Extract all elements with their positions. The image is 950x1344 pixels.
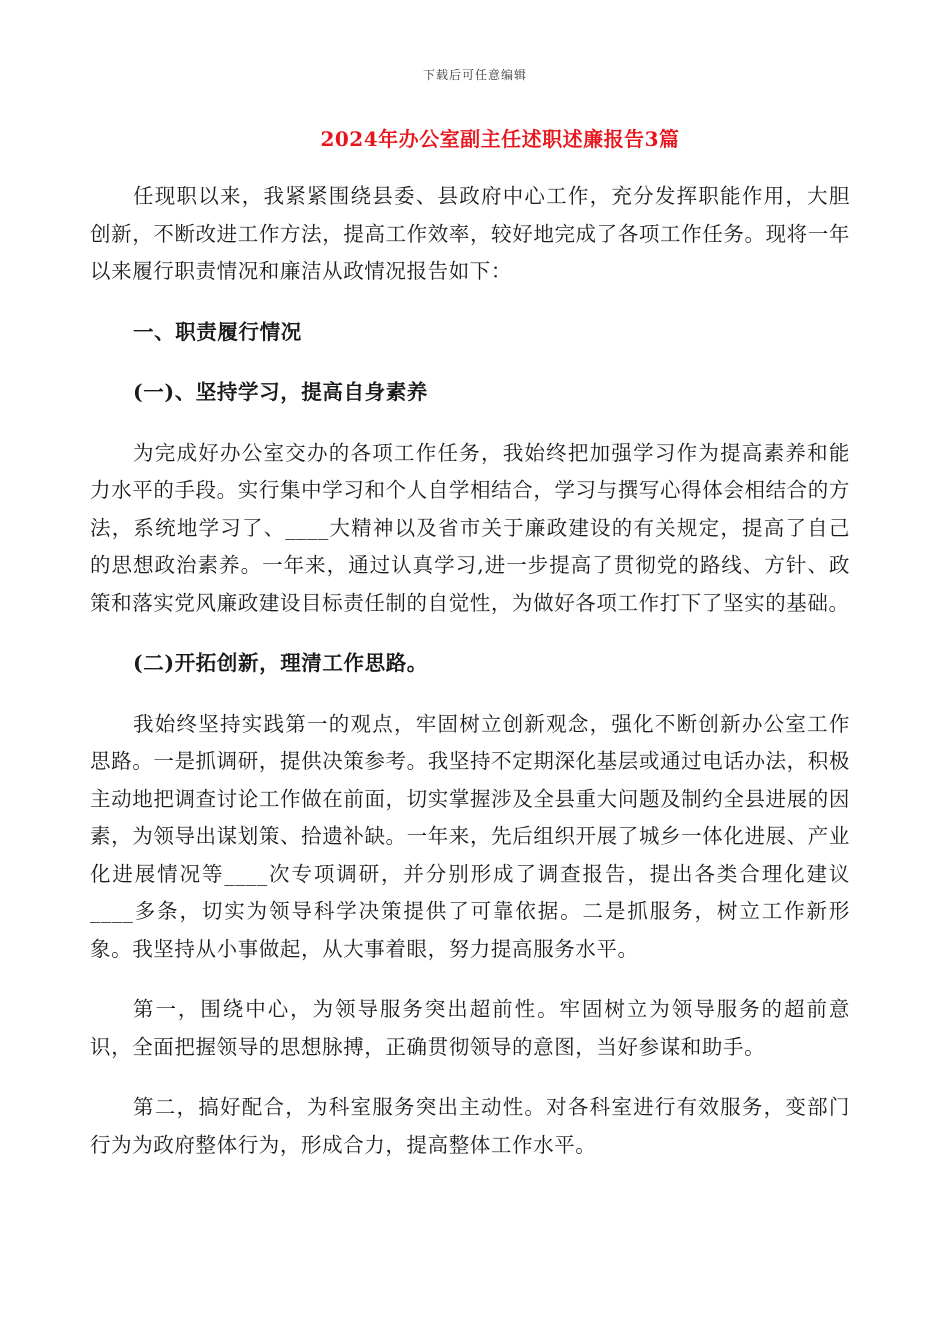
document-title: 2024年办公室副主任述职述廉报告3篇 [320,127,680,151]
first-point-paragraph: 第一，围绕中心，为领导服务突出超前性。牢固树立为领导服务的超前意识，全面把握领导的思想脉搏，正确贯彻领导的意图，当好参谋和助手。 [90,997,850,1059]
second-point-paragraph: 第二，搞好配合，为科室服务突出主动性。对各科室进行有效服务，变部门行为为政府整体行为，形成合力，提高整体工作水平。 [90,1095,850,1157]
header-note: 下载后可任意编辑 [422,68,527,82]
section-heading-duties: 一、职责履行情况 [133,319,302,344]
subsection-heading-innovation: (二)开拓创新，理清工作思路。 [133,651,428,675]
subsection-heading-study: (一)、坚持学习，提高自身素养 [133,380,428,404]
document-body [90,178,850,1187]
innovation-paragraph: 我始终坚持实践第一的观点，牢固树立创新观念，强化不断创新办公室工作思路。一是抓调研，提供决策参考。我坚持不定期深化基层或通过电话办法，积极主动地把调查讨论工作做在前面，切实掌握涉及全县重大问题及制约全县进展的因素，为领导出谋划策、拾遗补缺。一年来，先后组织开展了城乡一体化进展、产业化进展情况等____次专项调研，并分别形成了调查报告，提出各类合理化建议____多条，切实为领导科学决策提供了可靠依据。二是抓服务，树立工作新形象。我坚持从小事做起，从大事着眼，努力提高服务水平。 [90,711,850,961]
intro-paragraph: 任现职以来，我紧紧围绕县委、县政府中心工作，充分发挥职能作用，大胆创新，不断改进工作方法，提高工作效率，较好地完成了各项工作任务。现将一年以来履行职责情况和廉洁从政情况报告如下： [90,184,850,283]
study-paragraph: 为完成好办公室交办的各项工作任务，我始终把加强学习作为提高素养和能力水平的手段。实行集中学习和个人自学相结合，学习与撰写心得体会相结合的方法，系统地学习了、____大精神以及省市关于廉政建设的有关规定，提高了自己的思想政治素养。一年来，通过认真学习,进一步提高了贯彻党的路线、方针、政策和落实党风廉政建设目标责任制的自觉性，为做好各项工作打下了坚实的基础。 [90,440,850,615]
